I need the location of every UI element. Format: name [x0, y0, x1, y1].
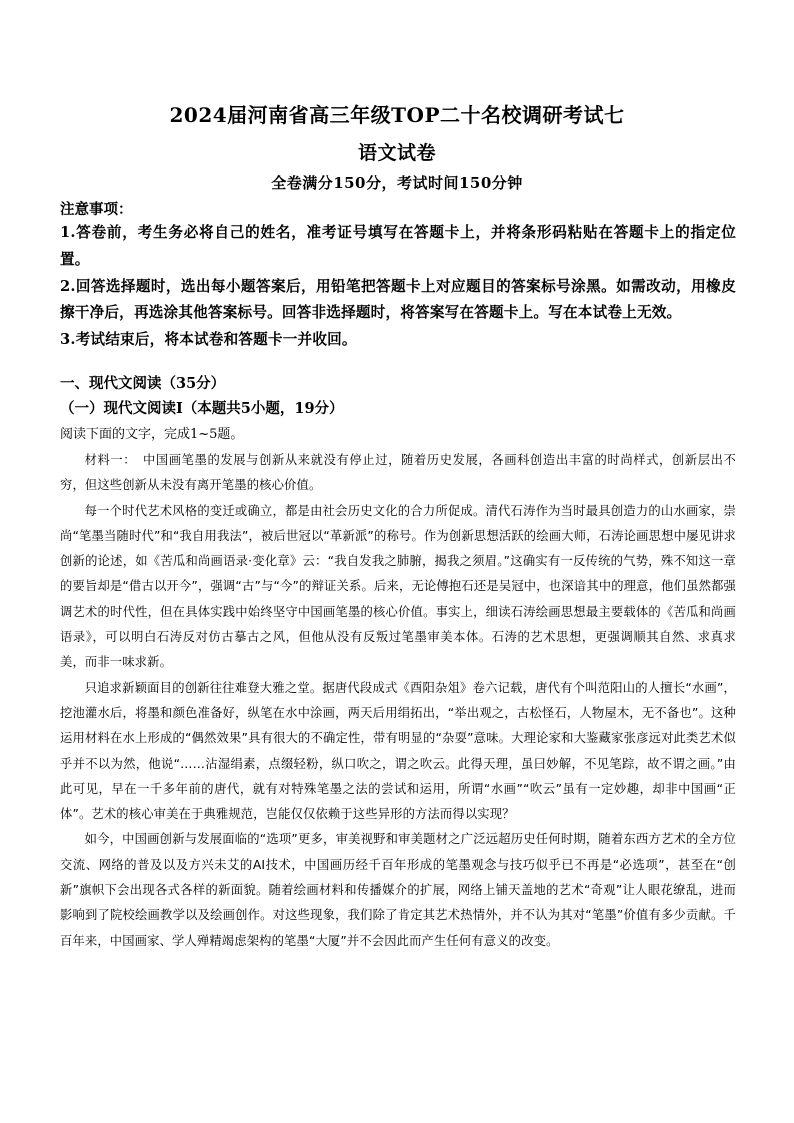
note-item: 1.答卷前，考生务必将自己的姓名，准考证号填写在答题卡上，并将条形码粘贴在答题卡上的指定位置。 [60, 224, 736, 268]
passage-paragraph: 只追求新颖面目的创新往往难登大雅之堂。据唐代段成式《酉阳杂俎》卷六记载，唐代有个叫范阳山的人擅长“水画”，挖池灌水后，将墨和颜色准备好，纵笔在水中涂画，两天后用绢拓出，“举出观之，古松怪石，人物屋木，无不备也”。这种运用材料在水上形成的“偶然效果”具有很大的不确定性，带有明显的“杂耍”意味。大理论家和大鉴藏家张彦远对此类艺术似乎并不以为然，他说“……沾湿绢素，点缀轻粉，纵口吹之，谓之吹云。此得天理，虽曰妙解，不见笔踪，故不谓之画。”由此可见，早在一千多年前的唐代，就有对特殊笔墨之法的尝试和运用，所谓“水画”“吹云”虽有一定妙趣，却非中国画“正体”。艺术的核心审美在于典雅规范，岂能仅仅依赖于这些异形的方法而得以实现？ [60, 680, 736, 822]
note-item: 3.考试结束后，将本试卷和答题卡一并收回。 [60, 331, 357, 349]
reading-instruction: 阅读下面的文字，完成1~5题。 [60, 427, 244, 442]
passage-paragraph: 如今，中国画创新与发展面临的“选项”更多，审美视野和审美题材之广泛远超历史任何时期，随着东西方艺术的全方位交流、网络的普及以及方兴未艾的AI技术，中国画历经千百年形成的笔墨观念与技巧似乎已不再是“必选项”，甚至在“创新”旗帜下会出现各式各样的新面貌。随着绘画材料和传播媒介的扩展，网络上铺天盖地的艺术“奇观”让人眼花缭乱，进而影响到了院校绘画教学以及绘画创作。对这些现象，我们除了肯定其艺术热情外，并不认为其对“笔墨”价值有多少贡献。千百年来，中国画家、学人殚精竭虑架构的笔墨“大厦”并不会因此而产生任何有意义的改变。 [60, 832, 736, 948]
section-heading: 一、现代文阅读（35分） [60, 375, 226, 392]
passage-paragraph: 材料一： 中国画笔墨的发展与创新从来就没有停止过，随着历史发展，各画科创造出丰富的时尚样式，创新层出不穷，但这些创新从未没有离开笔墨的核心价值。 [60, 453, 736, 493]
exam-subject: 语文试卷 [357, 142, 436, 164]
exam-info: 全卷满分150分，考试时间150分钟 [271, 174, 523, 192]
passage-paragraph: 每一个时代艺术风格的变迁或确立，都是由社会历史文化的合力所促成。清代石涛作为当时最具创造力的山水画家，崇尚“笔墨当随时代”和“我自用我法”，被后世冠以“革新派”的称号。作为创新思想活跃的绘画大师，石涛论画思想中屡见讲求创新的论述，如《苦瓜和尚画语录·变化章》云：“我自发我之肺腑，揭我之须眉。”这确实有一反传统的气势，殊不知这一章的要旨却是“借古以开今”，强调“古”与“今”的辩证关系。后来，无论傅抱石还是吴冠中，也深谙其中的理意，他们虽然都强调艺术的时代性，但在具体实践中始终坚守中国画笔墨的核心价值。事实上，细读石涛绘画思想最主要载体的《苦瓜和尚画语录》，可以明白石涛反对仿古摹古之风，但他从没有反叛过笔墨审美本体。石涛的艺术思想，更强调顺其自然、求真求美，而非一味求新。 [60, 503, 736, 670]
reading-passage [60, 448, 736, 954]
note-item: 2.回答选择题时，选出每小题答案后，用铅笔把答题卡上对应题目的答案标号涂黑。如需改动，用橡皮擦干净后，再选涂其他答案标号。回答非选择题时，将答案写在答题卡上。写在本试卷上无效。 [60, 277, 736, 322]
notes-list [60, 220, 736, 354]
section-subheading: （一）现代文阅读Ⅰ（本题共5小题，19分） [60, 400, 344, 417]
exam-title: 2024届河南省高三年级TOP二十名校调研考试七 [169, 103, 625, 127]
notes-heading: 注意事项： [60, 201, 133, 218]
